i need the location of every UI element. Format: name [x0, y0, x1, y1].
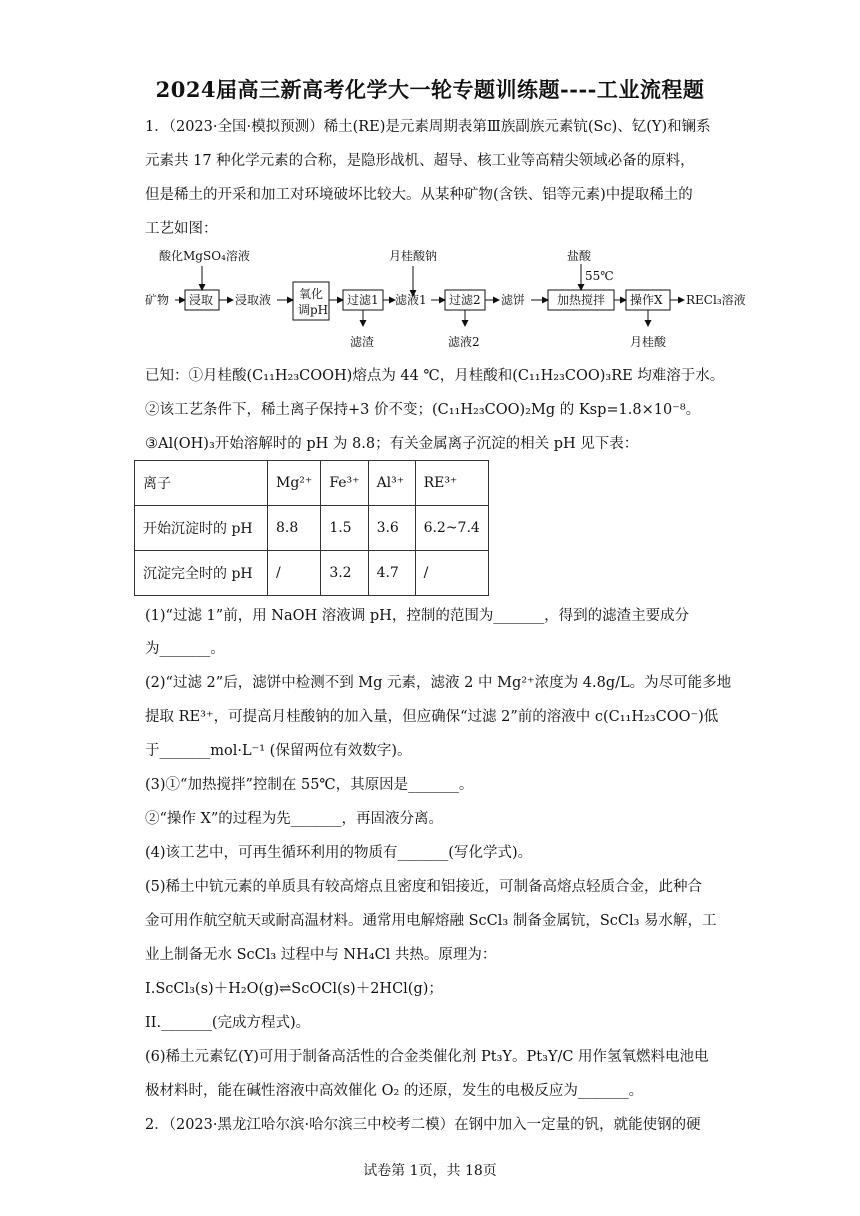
question-5e: II._______(完成方程式)。 [145, 1015, 311, 1031]
question-5a: (5)稀土中钪元素的单质具有较高熔点且密度和铝接近，可制备高熔点轻质合金，此种合 [145, 879, 703, 895]
table-row [135, 551, 489, 596]
q2-line1: 2．（2023·黑龙江哈尔滨·哈尔滨三中校考二模）在钢中加入一定量的钒，就能使钢的硬 [145, 1117, 701, 1133]
question-2c: 于_______mol·L⁻¹ (保留两位有效数字)。 [145, 743, 412, 759]
label-residue: 滤渣 [350, 335, 375, 349]
question-4: (4)该工艺中，可再生循环利用的物质有_______(写化学式)。 [145, 845, 533, 861]
table-cell: Al³⁺ [368, 461, 415, 506]
page-footer: 试卷第 1页，共 18页 [363, 1163, 497, 1179]
question-2a: (2)“过滤 2”后，滤饼中检测不到 Mg 元素，滤液 2 中 Mg²⁺浓度为 4.8g/L。为尽可能多地 [145, 675, 732, 691]
table-cell: 开始沉淀时的 pH [135, 506, 268, 551]
q1-line3: 但是稀土的开采和加工对环境破坏比较大。从某种矿物(含铁、铝等元素)中提取稀土的 [145, 187, 693, 203]
label-filtrate1: 滤液1 [395, 293, 427, 307]
label-filter2: 过滤2 [449, 293, 481, 307]
question-5d: I.ScCl₃(s)＋H₂O(g)⇌ScOCl(s)＋2HCl(g)； [145, 981, 443, 997]
question-2b: 提取 RE³⁺，可提高月桂酸钠的加入量，但应确保“过滤 2”前的溶液中 c(C₁₁H₂₃COO⁻)低 [145, 709, 719, 725]
q1-line4: 工艺如图： [145, 221, 218, 237]
table-row [135, 506, 489, 551]
question-5b: 金可用作航空航天或耐高温材料。通常用电解熔融 ScCl₃ 制备金属钪，ScCl₃ 易水解，工 [145, 913, 717, 929]
known-2: ②该工艺条件下，稀土离子保持+3 价不变；(C₁₁H₂₃COO)₂Mg 的 Ksp=1.8×10⁻⁸。 [145, 402, 701, 418]
question-3b: ②“操作 X”的过程为先_______，再固液分离。 [145, 811, 444, 827]
question-6a: (6)稀土元素钇(Y)可用于制备高活性的合金类催化剂 Pt₃Y。Pt₃Y/C 用作氢氧燃料电池电 [145, 1049, 709, 1065]
page-title: 2024届高三新高考化学大一轮专题训练题----工业流程题 [155, 77, 705, 102]
question-1b: 为_______。 [145, 641, 225, 657]
table-cell: 3.6 [368, 506, 415, 551]
question-3a: (3)①“加热搅拌”控制在 55℃，其原因是_______。 [145, 777, 474, 793]
label-leachate: 浸取液 [235, 293, 272, 307]
table-cell: / [268, 551, 321, 596]
table-cell: 离子 [135, 461, 268, 506]
table-cell: 1.5 [321, 506, 368, 551]
q1-line2: 元素共 17 种化学元素的合称，是隐形战机、超导、核工业等高精尖领域必备的原料， [145, 153, 695, 169]
known-3: ③Al(OH)₃开始溶解时的 pH 为 8.8；有关金属离子沉淀的相关 pH 见下表： [145, 436, 639, 452]
table-cell: 沉淀完全时的 pH [135, 551, 268, 596]
process-flow-diagram [143, 250, 783, 360]
label-hcl: 盐酸 [567, 250, 592, 263]
label-recl3-solution: RECl₃溶液 [686, 293, 746, 307]
table-cell: / [415, 551, 488, 596]
label-ore: 矿物 [145, 293, 170, 307]
table-cell: RE³⁺ [415, 461, 488, 506]
label-temperature: 55℃ [585, 269, 614, 283]
label-acid-mgso4: 酸化MgSO₄溶液 [159, 250, 250, 263]
table-cell: 3.2 [321, 551, 368, 596]
label-leach: 浸取 [189, 293, 214, 307]
table-cell: 8.8 [268, 506, 321, 551]
label-oxidize: 氧化 [299, 287, 324, 301]
table-cell: Fe³⁺ [321, 461, 368, 506]
known-1: 已知：①月桂酸(C₁₁H₂₃COOH)熔点为 44 ℃，月桂酸和(C₁₁H₂₃COO)₃RE 均难溶于水。 [145, 368, 725, 384]
label-adjust-ph: 调pH [298, 303, 329, 317]
label-filtrate2: 滤液2 [448, 335, 480, 349]
label-operation-x: 操作X [630, 293, 663, 307]
question-1a: (1)“过滤 1”前，用 NaOH 溶液调 pH，控制的范围为_______，得到的滤渣主要成分 [145, 608, 690, 624]
label-sodium-laurate: 月桂酸钠 [389, 250, 438, 263]
question-5c: 业上制备无水 ScCl₃ 过程中与 NH₄Cl 共热。原理为： [145, 947, 497, 963]
table-row [135, 461, 489, 506]
table-cell: 6.2~7.4 [415, 506, 488, 551]
label-filter-cake: 滤饼 [501, 293, 526, 307]
question-6b: 极材料时，能在碱性溶液中高效催化 O₂ 的还原，发生的电极反应为_______。 [145, 1083, 644, 1099]
label-heat-stir: 加热搅拌 [557, 293, 606, 307]
table-cell: Mg²⁺ [268, 461, 321, 506]
table-cell: 4.7 [368, 551, 415, 596]
label-filter1: 过滤1 [347, 293, 379, 307]
precipitation-ph-table [134, 460, 489, 596]
label-lauric-acid: 月桂酸 [630, 335, 667, 349]
q1-line1: 1．（2023·全国·模拟预测）稀土(RE)是元素周期表第Ⅲ族副族元素钪(Sc)、钇(Y)和镧系 [145, 119, 711, 135]
